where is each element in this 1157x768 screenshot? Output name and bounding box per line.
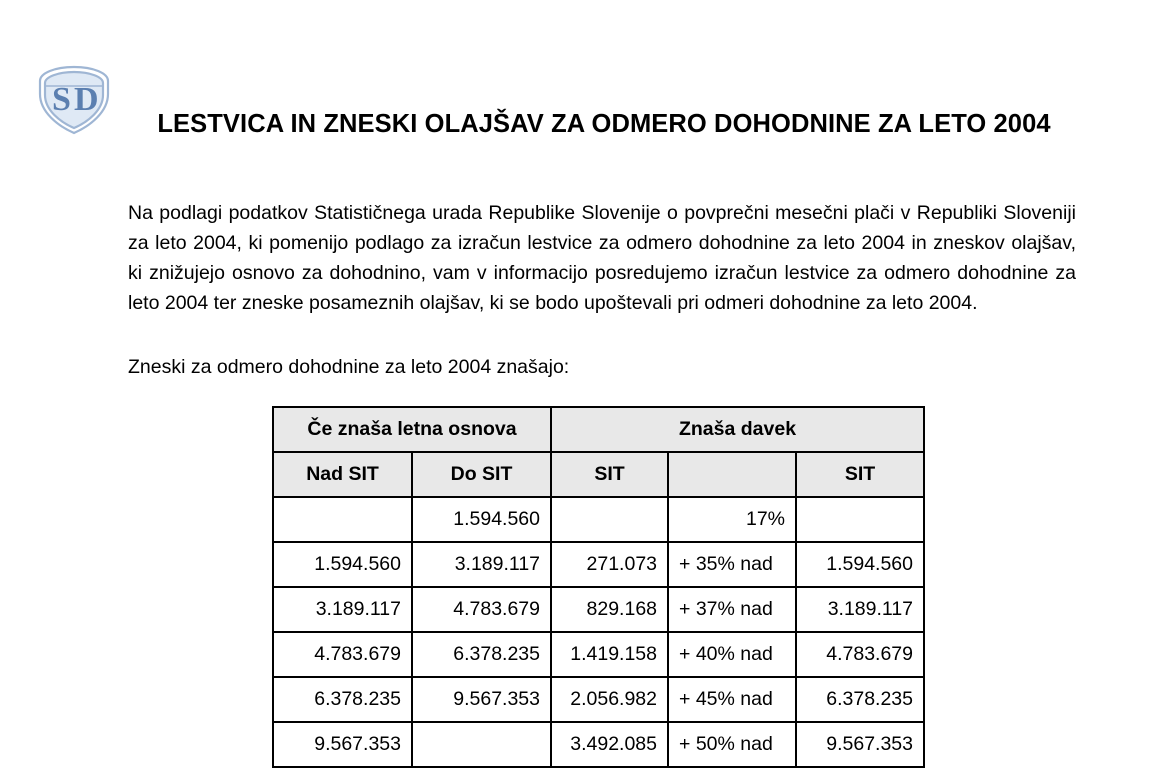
intro-paragraph: Na podlagi podatkov Statističnega urada Republike Slovenije o povprečni mesečni plači v Republiki Sloveniji za leto 2004, ki pomenijo podlago za izračun lestvice za odmero dohodnine za leto 2004 in zneskov olajšav, ki znižujejo osnovo za dohodnino, vam v informacijo posredujemo izračun lestvice za odmero dohodnine za leto 2004 ter zneske posameznih olajšav, ki se bodo upoštevali pri odmeri dohodnine za leto 2004. <box>128 202 1076 315</box>
table-row <box>273 542 924 587</box>
cell-rate: 17% <box>668 497 796 542</box>
table-header-row <box>273 452 924 497</box>
cell-do: 6.378.235 <box>412 632 551 677</box>
column-header-sit-over: SIT <box>796 452 924 497</box>
cell-do: 1.594.560 <box>412 497 551 542</box>
svg-text:D: D <box>74 81 99 118</box>
cell-sit: 2.056.982 <box>551 677 668 722</box>
cell-nad <box>273 497 412 542</box>
cell-do: 9.567.353 <box>412 677 551 722</box>
cell-do: 4.783.679 <box>412 587 551 632</box>
cell-over: 3.189.117 <box>796 587 924 632</box>
column-header-nad-sit: Nad SIT <box>273 452 412 497</box>
cell-over <box>796 497 924 542</box>
cell-over: 6.378.235 <box>796 677 924 722</box>
cell-rate: + 37% nad <box>668 587 796 632</box>
table-group-header-row <box>273 407 924 452</box>
table-row <box>273 632 924 677</box>
svg-text:S: S <box>52 81 71 118</box>
group-header-tax: Znaša davek <box>551 407 924 452</box>
page-title: LESTVICA IN ZNESKI OLAJŠAV ZA ODMERO DOHODNINE ZA LETO 2004 <box>157 110 1051 138</box>
cell-over: 4.783.679 <box>796 632 924 677</box>
cell-nad: 1.594.560 <box>273 542 412 587</box>
cell-sit <box>551 497 668 542</box>
cell-rate: + 40% nad <box>668 632 796 677</box>
column-header-do-sit: Do SIT <box>412 452 551 497</box>
group-header-base: Če znaša letna osnova <box>273 407 551 452</box>
cell-nad: 6.378.235 <box>273 677 412 722</box>
table-row <box>273 722 924 767</box>
cell-sit: 3.492.085 <box>551 722 668 767</box>
cell-sit: 1.419.158 <box>551 632 668 677</box>
cell-rate: + 45% nad <box>668 677 796 722</box>
column-header-rate <box>668 452 796 497</box>
cell-sit: 271.073 <box>551 542 668 587</box>
table-intro-text: Zneski za odmero dohodnine za leto 2004 znašajo: <box>128 356 570 378</box>
cell-over: 1.594.560 <box>796 542 924 587</box>
cell-rate: + 35% nad <box>668 542 796 587</box>
cell-nad: 3.189.117 <box>273 587 412 632</box>
cell-nad: 9.567.353 <box>273 722 412 767</box>
table-row <box>273 497 924 542</box>
column-header-sit: SIT <box>551 452 668 497</box>
table-row <box>273 587 924 632</box>
cell-over: 9.567.353 <box>796 722 924 767</box>
cell-do <box>412 722 551 767</box>
cell-rate: + 50% nad <box>668 722 796 767</box>
income-tax-table <box>272 406 925 768</box>
cell-sit: 829.168 <box>551 587 668 632</box>
cell-do: 3.189.117 <box>412 542 551 587</box>
table-row <box>273 677 924 722</box>
sd-logo-icon <box>28 64 120 136</box>
cell-nad: 4.783.679 <box>273 632 412 677</box>
